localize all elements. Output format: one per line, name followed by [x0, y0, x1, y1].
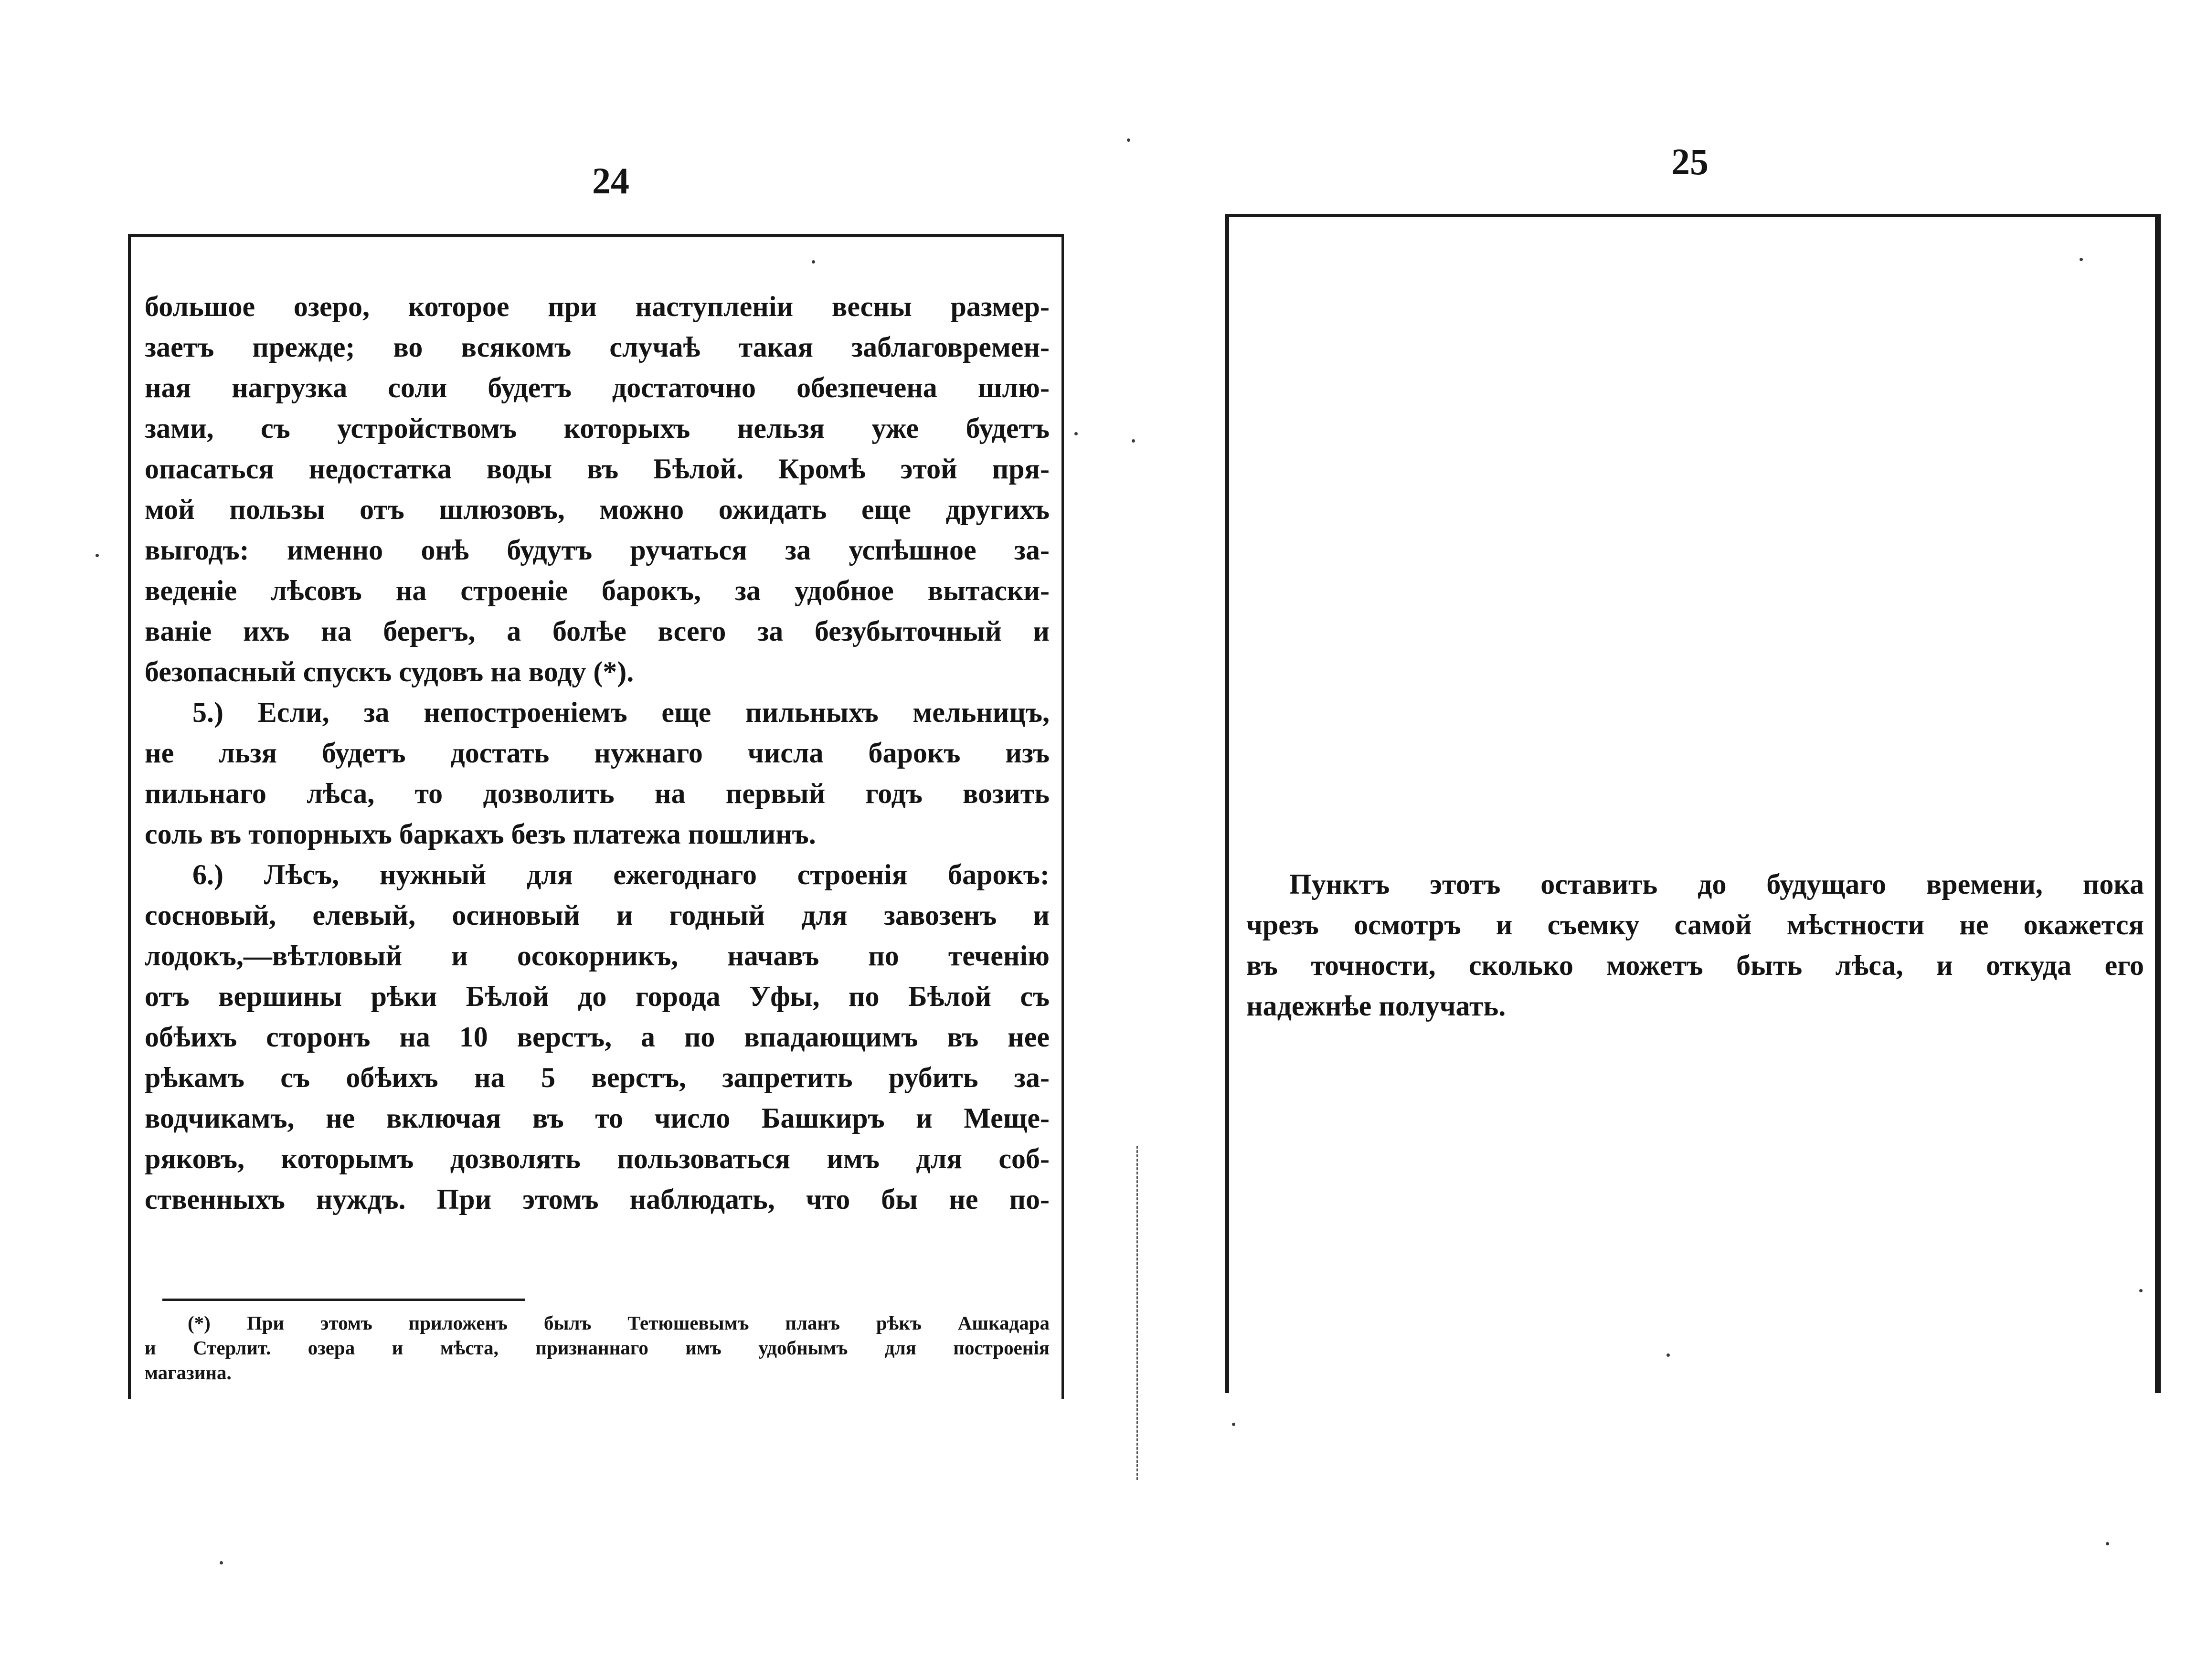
paragraph-3	[145, 855, 1050, 1220]
text-line: ственныхъ нуждъ. При этомъ наблюдать, что бы не по-	[145, 1183, 1050, 1215]
gutter-binding-mark	[1136, 1146, 1143, 1480]
scan-speck	[2106, 1542, 2109, 1545]
page-number-right: 25	[1671, 141, 1709, 182]
text-line: отъ вершины рѣки Бѣлой до города Уфы, по Бѣлой съ	[145, 981, 1050, 1012]
text-line: большое озеро, которое при наступленіи весны размер-	[145, 291, 1050, 322]
text-line: водчикамъ, не включая въ то число Башкиръ и Меще-	[145, 1102, 1050, 1134]
scan-speck	[2080, 258, 2083, 261]
text-line: ная нагрузка соли будетъ достаточно обезпечена шлю-	[145, 372, 1050, 403]
text-line: чрезъ осмотръ и съемку самой мѣстности не окажется	[1246, 909, 2144, 940]
text-line: 6.) Лѣсъ, нужный для ежегоднаго строенія барокъ:	[192, 859, 1050, 890]
scan-speck	[1666, 1353, 1670, 1357]
paragraph-2	[145, 692, 1050, 855]
paragraph-1	[145, 286, 1050, 692]
scan-speck	[1074, 432, 1078, 435]
text-line: лодокъ,—вѣтловый и осокорникъ, начавъ по теченію	[145, 940, 1050, 972]
text-line: не льзя будетъ достать нужнаго числа барокъ изъ	[145, 737, 1050, 769]
footnote-line: магазина.	[145, 1362, 232, 1384]
footnote-line: и Стерлит. озера и мѣста, признаннаго имъ удобнымъ для построенія	[145, 1337, 1050, 1359]
text-line: 5.) Если, за непостроеніемъ еще пильныхъ мельницъ,	[192, 697, 1050, 728]
left-page-body	[145, 286, 1050, 1220]
footnote-rule	[162, 1299, 525, 1301]
text-line: сосновый, елевый, осиновый и годный для завозенъ и	[145, 899, 1050, 931]
text-line: мой пользы отъ шлюзовъ, можно ожидать еще другихъ	[145, 494, 1050, 525]
text-line: ряковъ, которымъ дозволять пользоваться имъ для соб-	[145, 1143, 1050, 1174]
page-number-left: 24	[592, 160, 629, 201]
footnote-line: (*) При этомъ приложенъ былъ Тетюшевымъ планъ рѣкъ Ашкадара	[188, 1312, 1050, 1334]
scan-speck	[2139, 1289, 2143, 1292]
text-line: надежнѣе получать.	[1246, 990, 1506, 1022]
page-frame-right	[1225, 214, 2161, 1393]
right-page-body	[1246, 864, 2144, 1026]
scan-speck	[96, 554, 99, 557]
text-line: опасаться недостатка воды въ Бѣлой. Кромѣ этой пря-	[145, 453, 1050, 485]
text-line: зами, съ устройствомъ которыхъ нельзя уже будетъ	[145, 412, 1050, 444]
text-line: Пунктъ этотъ оставить до будущаго времени, пока	[1289, 868, 2144, 900]
scan-speck	[812, 260, 815, 264]
text-line: въ точности, сколько можетъ быть лѣса, и откуда его	[1246, 950, 2144, 981]
text-line: соль въ топорныхъ баркахъ безъ платежа пошлинъ.	[145, 818, 816, 850]
text-line: обѣихъ сторонъ на 10 верстъ, а по впадающимъ въ нее	[145, 1021, 1050, 1053]
text-line: веденіе лѣсовъ на строеніе барокъ, за удобное вытаски-	[145, 575, 1050, 606]
text-line: заетъ прежде; во всякомъ случаѣ такая заблаговремен-	[145, 331, 1050, 363]
text-line: выгодъ: именно онѣ будутъ ручаться за успѣшное за-	[145, 534, 1050, 566]
scan-speck	[1232, 1423, 1235, 1426]
text-line: ваніе ихъ на берегъ, а болѣе всего за безубыточный и	[145, 615, 1050, 647]
text-line: безопасный спускъ судовъ на воду (*).	[145, 656, 634, 687]
scan-speck	[1132, 439, 1135, 443]
footnote	[145, 1310, 1050, 1385]
scan-speck	[220, 1561, 223, 1564]
scan-speck	[1127, 138, 1130, 142]
text-line: рѣкамъ съ обѣихъ на 5 верстъ, запретить рубить за-	[145, 1062, 1050, 1093]
text-line: пильнаго лѣса, то дозволить на первый годъ возить	[145, 778, 1050, 809]
